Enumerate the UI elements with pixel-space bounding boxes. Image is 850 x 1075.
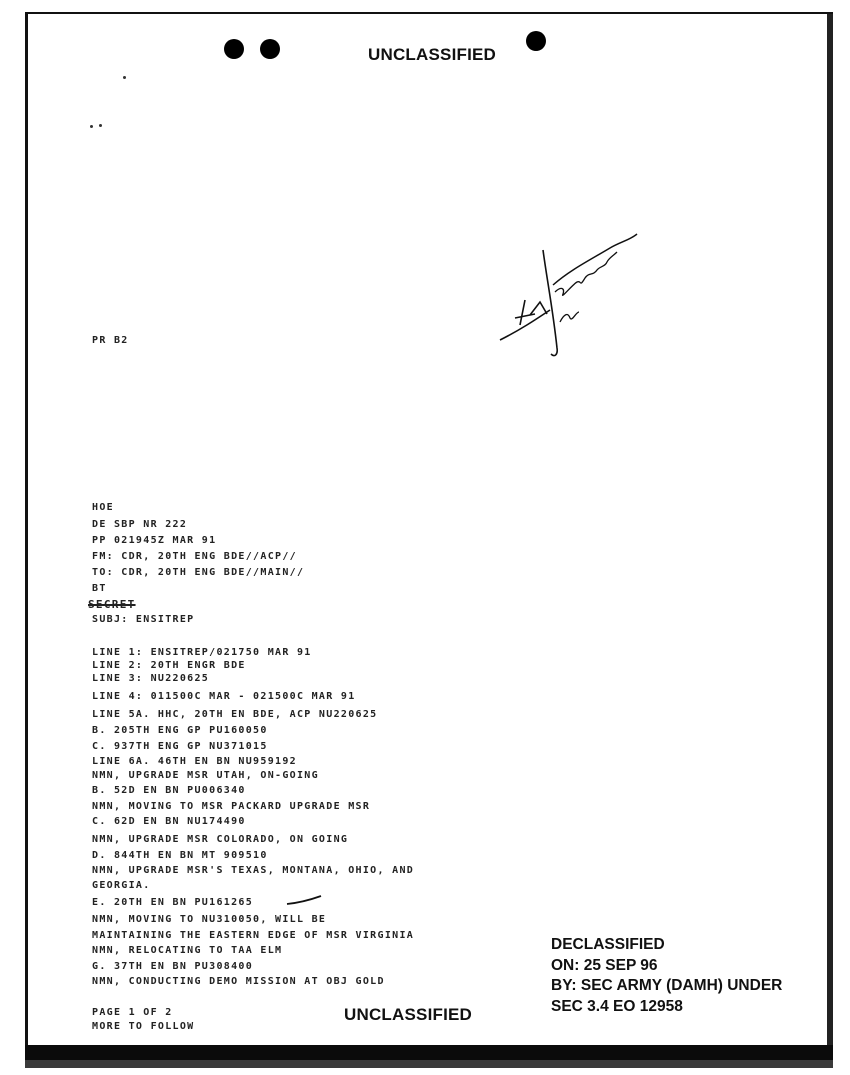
- message-line: NMN, MOVING TO MSR PACKARD UPGRADE MSR: [92, 801, 371, 812]
- page-bottom-edge: [25, 1045, 833, 1061]
- message-line: NMN, RELOCATING TO TAA ELM: [92, 945, 283, 956]
- message-subject: SUBJ: ENSITREP: [92, 614, 195, 625]
- message-line: G. 37TH EN BN PU308400: [92, 961, 254, 972]
- page-bottom-shadow: [25, 1060, 833, 1068]
- message-line: DE SBP NR 222: [92, 519, 188, 530]
- scan-speck: [123, 76, 126, 79]
- message-line: NMN, UPGRADE MSR'S TEXAS, MONTANA, OHIO, AND: [92, 865, 415, 876]
- scan-speck: [99, 124, 102, 127]
- message-line: C. 62D EN BN NU174490: [92, 816, 246, 827]
- message-line: C. 937TH ENG GP NU371015: [92, 741, 268, 752]
- message-line: LINE 2: 20TH ENGR BDE: [92, 660, 246, 671]
- message-line: D. 844TH EN BN MT 909510: [92, 850, 268, 861]
- message-line: NMN, MOVING TO NU310050, WILL BE: [92, 914, 327, 925]
- footer-classification: UNCLASSIFIED: [344, 1005, 473, 1024]
- punch-hole-3: [526, 31, 546, 51]
- message-line: PP 021945Z MAR 91: [92, 535, 217, 546]
- message-line: TO: CDR, 20TH ENG BDE//MAIN//: [92, 567, 305, 578]
- declassification-stamp: [551, 935, 782, 1017]
- punch-hole-2: [260, 39, 280, 59]
- message-line: MAINTAINING THE EASTERN EDGE OF MSR VIRGINIA: [92, 930, 415, 941]
- handwritten-checkmark: [285, 895, 325, 907]
- message-line: LINE 6A. 46TH EN BN NU959192: [92, 756, 297, 767]
- header-classification: UNCLASSIFIED: [368, 45, 497, 64]
- message-line: E. 20TH EN BN PU161265: [92, 897, 254, 908]
- message-line: B. 52D EN BN PU006340: [92, 785, 246, 796]
- message-line: GEORGIA.: [92, 880, 151, 891]
- declass-line-1: DECLASSIFIED: [551, 936, 665, 953]
- declass-line-2: ON: 25 SEP 96: [551, 956, 658, 974]
- page-count-line: PAGE 1 OF 2: [92, 1007, 173, 1018]
- message-line: B. 205TH ENG GP PU160050: [92, 725, 268, 736]
- message-line: LINE 1: ENSITREP/021750 MAR 91: [92, 647, 312, 658]
- message-line: LINE 3: NU220625: [92, 673, 210, 684]
- message-line: FM: CDR, 20TH ENG BDE//ACP//: [92, 551, 297, 562]
- message-line: NMN, UPGRADE MSR COLORADO, ON GOING: [92, 834, 349, 845]
- declass-line-3: BY: SEC ARMY (DAMH) UNDER: [551, 977, 783, 994]
- message-line: NMN, UPGRADE MSR UTAH, ON-GOING: [92, 770, 319, 781]
- message-line: BT: [92, 583, 107, 594]
- struck-classification: SECRET: [88, 598, 136, 611]
- punch-hole-1: [224, 39, 244, 59]
- precedence-marking: PR B2: [92, 335, 129, 346]
- message-line: LINE 5A. HHC, 20TH EN BDE, ACP NU220625: [92, 709, 378, 720]
- declass-line-4: SEC 3.4 EO 12958: [551, 997, 683, 1015]
- handwritten-signature: [495, 230, 645, 360]
- page-right-edge: [827, 14, 833, 1059]
- scan-speck: [90, 125, 93, 128]
- message-line: HOE: [92, 502, 114, 513]
- more-to-follow-line: MORE TO FOLLOW: [92, 1021, 195, 1032]
- message-line: NMN, CONDUCTING DEMO MISSION AT OBJ GOLD: [92, 976, 385, 987]
- message-line: LINE 4: 011500C MAR - 021500C MAR 91: [92, 691, 356, 702]
